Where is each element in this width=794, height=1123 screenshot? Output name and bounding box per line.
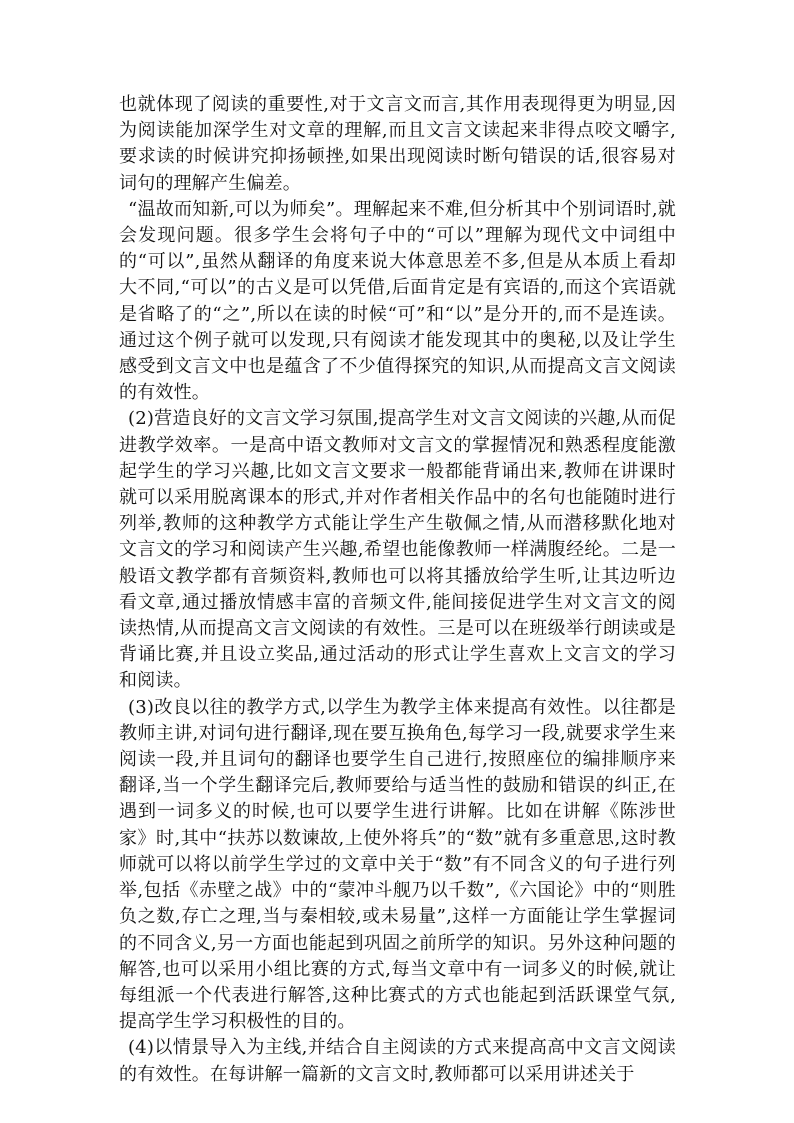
document-body bbox=[119, 92, 676, 1088]
paragraph-point-2: (2)营造良好的文言文学习氛围,提高学生对文言文阅读的兴趣,从而促进教学效率。一是高中语文教师对文言文的掌握情况和熟悉程度能激起学生的学习兴趣,比如文言文要求一般都能背诵出来,教师在讲课时就可以采用脱离课本的形式,并对作者相关作品中的名句也能随时进行列举,教师的这种教学方式能让学生产生敬佩之情,从而潜移默化地对文言文的学习和阅读产生兴趣,希望也能像教师一样满腹经纶。二是一般语文教学都有音频资料,教师也可以将其播放给学生听,让其边听边看文章,通过播放情感丰富的音频文件,能间接促进学生对文言文的阅读热情,从而提高文言文阅读的有效性。三是可以在班级举行朗读或是背诵比赛,并且设立奖品,通过活动的形式让学生喜欢上文言文的学习和阅读。 bbox=[119, 408, 676, 692]
paragraph-point-4: (4)以情景导入为主线,并结合自主阅读的方式来提高高中文言文阅读的有效性。在每讲解一篇新的文言文时,教师都可以采用讲述关于 bbox=[119, 1037, 676, 1085]
paragraph-reading-importance: 也就体现了阅读的重要性,对于文言文而言,其作用表现得更为明显,因为阅读能加深学生对文章的理解,而且文言文读起来非得点咬文嚼字,要求读的时候讲究抑扬顿挫,如果出现阅读时断句错误的话,很容易对词句的理解产生偏差。 bbox=[119, 94, 676, 194]
paragraph-example-keyi: “温故而知新,可以为师矣”。理解起来不难,但分析其中个别词语时,就会发现问题。很多学生会将句子中的“可以”理解为现代文中词组中的“可以”,虽然从翻译的角度来说大体意思差不多,但是从本质上看却大不同,“可以”的古义是可以凭借,后面肯定是有宾语的,而这个宾语就是省略了的“之”,所以在读的时候“可”和“以”是分开的,而不是连读。通过这个例子就可以发现,只有阅读才能发现其中的奥秘,以及让学生感受到文言文中也是蕴含了不少值得探究的知识,从而提高文言文阅读的有效性。 bbox=[119, 198, 676, 404]
paragraph-point-3: (3)改良以往的教学方式,以学生为教学主体来提高有效性。以往都是教师主讲,对词句进行翻译,现在要互换角色,每学习一段,就要求学生来阅读一段,并且词句的翻译也要学生自己进行,按照座位的编排顺序来翻译,当一个学生翻译完后,教师要给与适当性的鼓励和错误的纠正,在遇到一词多义的时候,也可以要学生进行讲解。比如在讲解《陈涉世家》时,其中“扶苏以数谏故,上使外将兵”的“数”就有多重意思,这时教师就可以将以前学生学过的文章中关于“数”有不同含义的句子进行列举,包括《赤壁之战》中的“蒙冲斗舰乃以千数”,《六国论》中的“则胜负之数,存亡之理,当与秦相较,或未易量”,这样一方面能让学生掌握词的不同含义,另一方面也能起到巩固之前所学的知识。另外这种问题的解答,也可以采用小组比赛的方式,每当文章中有一词多义的时候,就让每组派一个代表进行解答,这种比赛式的方式也能起到活跃课堂气氛,提高学生学习积极性的目的。 bbox=[119, 696, 676, 1033]
